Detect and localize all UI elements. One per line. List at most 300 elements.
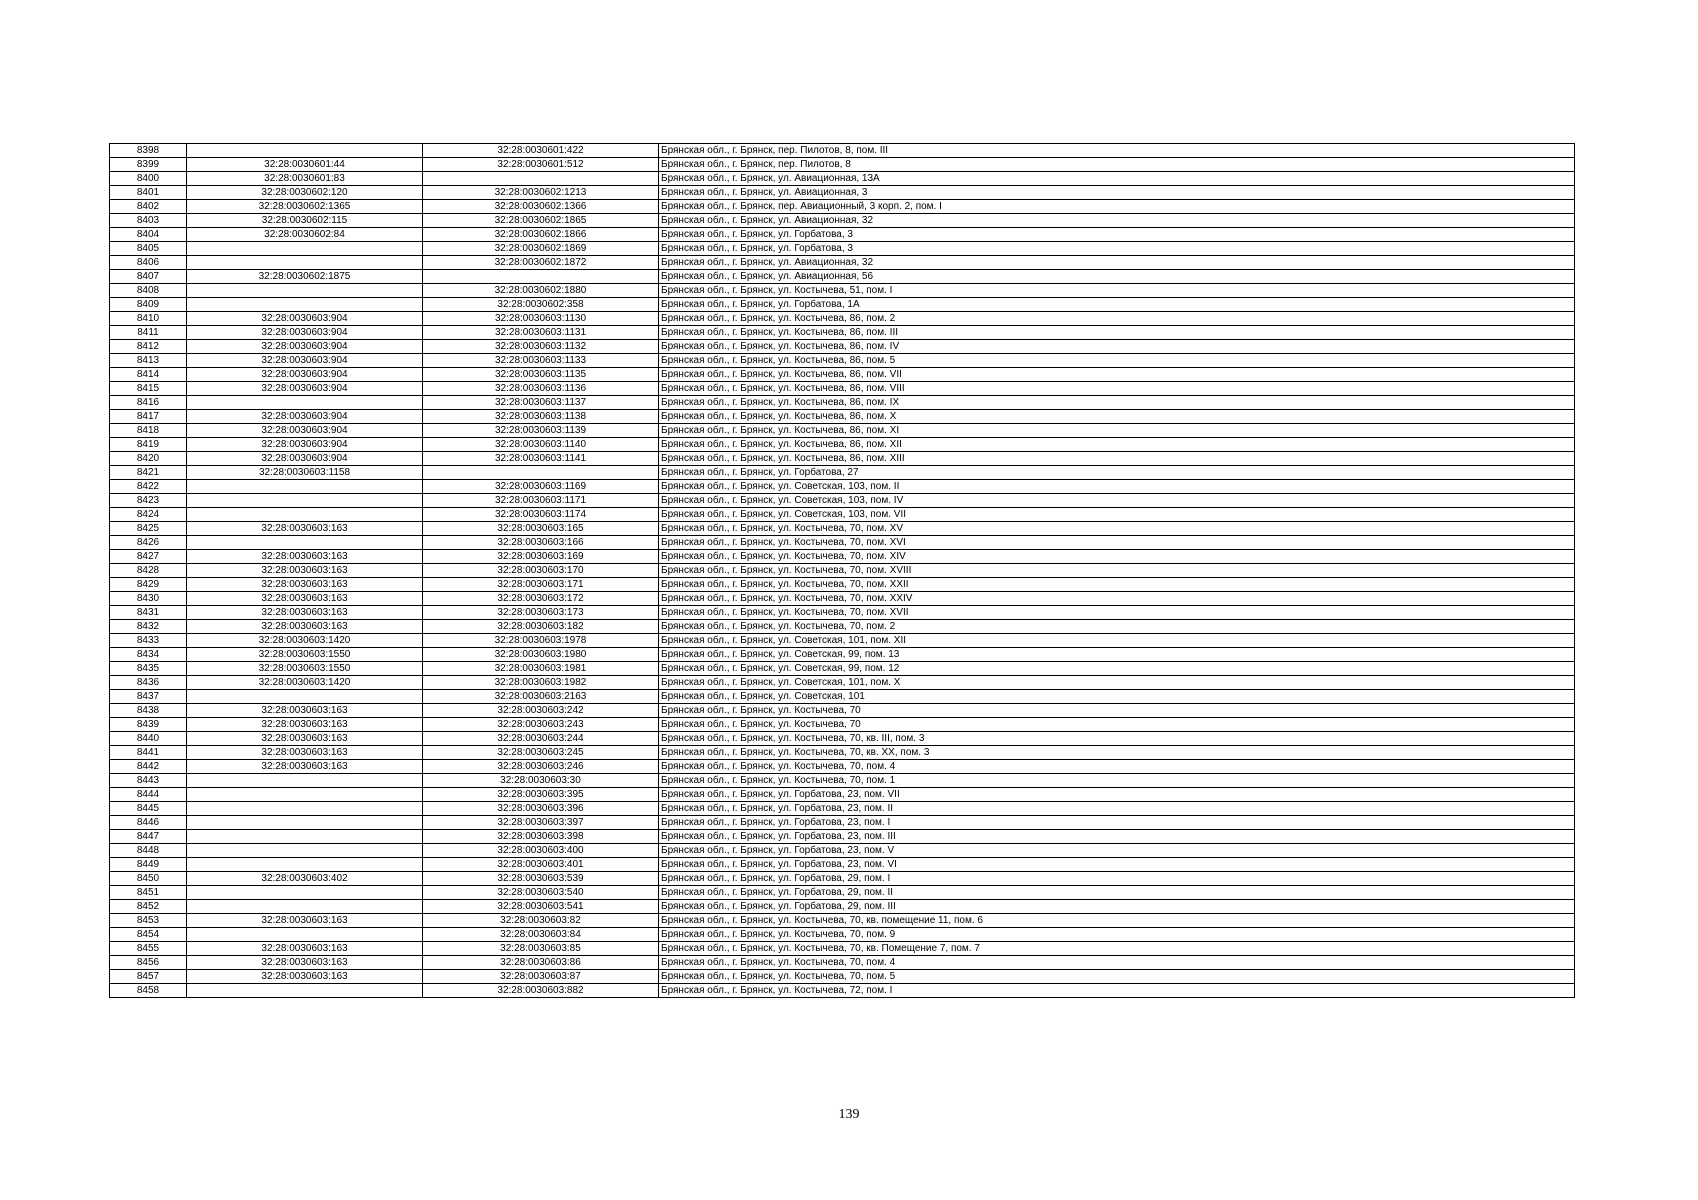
row-number-cell: 8400: [110, 172, 187, 186]
parent-cadastral-number-cell: 32:28:0030603:1420: [187, 676, 423, 690]
table-row: [110, 774, 1575, 788]
cadastral-number-cell: 32:28:0030603:401: [423, 858, 659, 872]
address-cell: Брянская обл., г. Брянск, ул. Костычева, 70, пом. XVIII: [659, 564, 1575, 578]
cadastral-number-cell: 32:28:0030601:512: [423, 158, 659, 172]
table-row: [110, 200, 1575, 214]
cadastral-number-cell: 32:28:0030603:396: [423, 802, 659, 816]
row-number-cell: 8407: [110, 270, 187, 284]
parent-cadastral-number-cell: 32:28:0030603:904: [187, 452, 423, 466]
address-cell: Брянская обл., г. Брянск, ул. Советская, 103, пом. VII: [659, 508, 1575, 522]
address-cell: Брянская обл., г. Брянск, ул. Костычева, 70, пом. XXIV: [659, 592, 1575, 606]
row-number-cell: 8409: [110, 298, 187, 312]
address-cell: Брянская обл., г. Брянск, ул. Костычева, 86, пом. XII: [659, 438, 1575, 452]
parent-cadastral-number-cell: 32:28:0030603:904: [187, 354, 423, 368]
cadastral-number-cell: 32:28:0030603:882: [423, 984, 659, 998]
row-number-cell: 8428: [110, 564, 187, 578]
parent-cadastral-number-cell: 32:28:0030603:163: [187, 522, 423, 536]
cadastral-number-cell: 32:28:0030603:182: [423, 620, 659, 634]
table-row: [110, 858, 1575, 872]
table-row: [110, 144, 1575, 158]
address-cell: Брянская обл., г. Брянск, ул. Костычева, 70, пом. XXII: [659, 578, 1575, 592]
cadastral-number-cell: 32:28:0030603:1137: [423, 396, 659, 410]
cadastral-number-cell: 32:28:0030602:1880: [423, 284, 659, 298]
parent-cadastral-number-cell: [187, 928, 423, 942]
parent-cadastral-number-cell: 32:28:0030603:163: [187, 606, 423, 620]
parent-cadastral-number-cell: 32:28:0030603:163: [187, 746, 423, 760]
cadastral-number-cell: 32:28:0030603:86: [423, 956, 659, 970]
address-cell: Брянская обл., г. Брянск, ул. Костычева, 86, пом. IV: [659, 340, 1575, 354]
cadastral-number-cell: 32:28:0030602:1213: [423, 186, 659, 200]
parent-cadastral-number-cell: [187, 844, 423, 858]
table-row: [110, 354, 1575, 368]
address-cell: Брянская обл., г. Брянск, ул. Костычева, 72, пом. I: [659, 984, 1575, 998]
table-row: [110, 746, 1575, 760]
row-number-cell: 8426: [110, 536, 187, 550]
table-row: [110, 970, 1575, 984]
parent-cadastral-number-cell: 32:28:0030602:115: [187, 214, 423, 228]
row-number-cell: 8412: [110, 340, 187, 354]
parent-cadastral-number-cell: 32:28:0030603:904: [187, 368, 423, 382]
cadastral-number-cell: 32:28:0030603:400: [423, 844, 659, 858]
parent-cadastral-number-cell: 32:28:0030603:163: [187, 760, 423, 774]
table-row: [110, 284, 1575, 298]
cadastral-number-cell: 32:28:0030603:166: [423, 536, 659, 550]
row-number-cell: 8420: [110, 452, 187, 466]
row-number-cell: 8405: [110, 242, 187, 256]
cadastral-number-cell: 32:28:0030603:87: [423, 970, 659, 984]
row-number-cell: 8399: [110, 158, 187, 172]
row-number-cell: 8434: [110, 648, 187, 662]
cadastral-number-cell: 32:28:0030602:1865: [423, 214, 659, 228]
parent-cadastral-number-cell: [187, 830, 423, 844]
table-row: [110, 242, 1575, 256]
table-row: [110, 312, 1575, 326]
table-row: [110, 872, 1575, 886]
address-cell: Брянская обл., г. Брянск, ул. Костычева, 70, пом. XIV: [659, 550, 1575, 564]
address-cell: Брянская обл., г. Брянск, ул. Авиационная, 32: [659, 256, 1575, 270]
address-cell: Брянская обл., г. Брянск, ул. Костычева, 70, кв. Помещение 7, пом. 7: [659, 942, 1575, 956]
row-number-cell: 8454: [110, 928, 187, 942]
row-number-cell: 8406: [110, 256, 187, 270]
row-number-cell: 8450: [110, 872, 187, 886]
cadastral-number-cell: 32:28:0030603:395: [423, 788, 659, 802]
cadastral-number-cell: 32:28:0030603:85: [423, 942, 659, 956]
table-row: [110, 256, 1575, 270]
cadastral-number-cell: [423, 466, 659, 480]
parent-cadastral-number-cell: 32:28:0030603:904: [187, 382, 423, 396]
row-number-cell: 8457: [110, 970, 187, 984]
row-number-cell: 8436: [110, 676, 187, 690]
row-number-cell: 8437: [110, 690, 187, 704]
address-cell: Брянская обл., г. Брянск, ул. Авиационная, 13А: [659, 172, 1575, 186]
table-row: [110, 760, 1575, 774]
row-number-cell: 8438: [110, 704, 187, 718]
table-row: [110, 984, 1575, 998]
parent-cadastral-number-cell: [187, 242, 423, 256]
address-cell: Брянская обл., г. Брянск, ул. Костычева, 70, пом. XVII: [659, 606, 1575, 620]
address-cell: Брянская обл., г. Брянск, ул. Горбатова, 1А: [659, 298, 1575, 312]
address-cell: Брянская обл., г. Брянск, ул. Костычева, 70, пом. 4: [659, 956, 1575, 970]
row-number-cell: 8398: [110, 144, 187, 158]
address-cell: Брянская обл., г. Брянск, ул. Горбатова, 29, пом. I: [659, 872, 1575, 886]
table-row: [110, 564, 1575, 578]
cadastral-number-cell: 32:28:0030602:1869: [423, 242, 659, 256]
row-number-cell: 8444: [110, 788, 187, 802]
cadastral-number-cell: 32:28:0030603:243: [423, 718, 659, 732]
parent-cadastral-number-cell: [187, 536, 423, 550]
table-row: [110, 396, 1575, 410]
parent-cadastral-number-cell: [187, 788, 423, 802]
table-row: [110, 648, 1575, 662]
cadastral-number-cell: 32:28:0030603:2163: [423, 690, 659, 704]
registry-table-body: [110, 144, 1575, 998]
cadastral-number-cell: 32:28:0030603:165: [423, 522, 659, 536]
table-row: [110, 928, 1575, 942]
cadastral-number-cell: 32:28:0030603:1978: [423, 634, 659, 648]
cadastral-number-cell: 32:28:0030603:398: [423, 830, 659, 844]
parent-cadastral-number-cell: 32:28:0030603:163: [187, 718, 423, 732]
cadastral-number-cell: 32:28:0030602:1366: [423, 200, 659, 214]
address-cell: Брянская обл., г. Брянск, ул. Костычева, 86, пом. VIII: [659, 382, 1575, 396]
row-number-cell: 8455: [110, 942, 187, 956]
cadastral-number-cell: 32:28:0030603:173: [423, 606, 659, 620]
row-number-cell: 8419: [110, 438, 187, 452]
table-row: [110, 438, 1575, 452]
row-number-cell: 8451: [110, 886, 187, 900]
cadastral-number-cell: 32:28:0030603:84: [423, 928, 659, 942]
row-number-cell: 8413: [110, 354, 187, 368]
cadastral-number-cell: 32:28:0030603:1174: [423, 508, 659, 522]
cadastral-number-cell: 32:28:0030603:1139: [423, 424, 659, 438]
address-cell: Брянская обл., г. Брянск, ул. Костычева, 86, пом. VII: [659, 368, 1575, 382]
row-number-cell: 8411: [110, 326, 187, 340]
cadastral-number-cell: 32:28:0030603:1171: [423, 494, 659, 508]
row-number-cell: 8449: [110, 858, 187, 872]
parent-cadastral-number-cell: 32:28:0030603:163: [187, 704, 423, 718]
address-cell: Брянская обл., г. Брянск, ул. Костычева, 70, пом. 9: [659, 928, 1575, 942]
parent-cadastral-number-cell: [187, 984, 423, 998]
cadastral-number-cell: 32:28:0030603:242: [423, 704, 659, 718]
row-number-cell: 8415: [110, 382, 187, 396]
address-cell: Брянская обл., г. Брянск, ул. Горбатова, 29, пом. II: [659, 886, 1575, 900]
address-cell: Брянская обл., г. Брянск, ул. Костычева, 70, пом. XVI: [659, 536, 1575, 550]
address-cell: Брянская обл., г. Брянск, ул. Горбатова, 23, пом. I: [659, 816, 1575, 830]
parent-cadastral-number-cell: 32:28:0030603:163: [187, 578, 423, 592]
table-row: [110, 410, 1575, 424]
row-number-cell: 8435: [110, 662, 187, 676]
parent-cadastral-number-cell: [187, 508, 423, 522]
address-cell: Брянская обл., г. Брянск, ул. Советская, 103, пом. II: [659, 480, 1575, 494]
address-cell: Брянская обл., г. Брянск, ул. Советская, 101, пом. X: [659, 676, 1575, 690]
table-row: [110, 270, 1575, 284]
cadastral-number-cell: 32:28:0030601:422: [423, 144, 659, 158]
row-number-cell: 8456: [110, 956, 187, 970]
parent-cadastral-number-cell: 32:28:0030603:904: [187, 326, 423, 340]
parent-cadastral-number-cell: 32:28:0030601:44: [187, 158, 423, 172]
address-cell: Брянская обл., г. Брянск, ул. Костычева, 86, пом. XIII: [659, 452, 1575, 466]
cadastral-number-cell: 32:28:0030603:1140: [423, 438, 659, 452]
parent-cadastral-number-cell: [187, 298, 423, 312]
table-row: [110, 690, 1575, 704]
table-row: [110, 942, 1575, 956]
table-row: [110, 480, 1575, 494]
address-cell: Брянская обл., г. Брянск, пер. Пилотов, 8: [659, 158, 1575, 172]
address-cell: Брянская обл., г. Брянск, ул. Авиационная, 3: [659, 186, 1575, 200]
row-number-cell: 8433: [110, 634, 187, 648]
parent-cadastral-number-cell: [187, 900, 423, 914]
address-cell: Брянская обл., г. Брянск, ул. Костычева, 70, пом. 2: [659, 620, 1575, 634]
parent-cadastral-number-cell: 32:28:0030602:120: [187, 186, 423, 200]
row-number-cell: 8439: [110, 718, 187, 732]
parent-cadastral-number-cell: 32:28:0030601:83: [187, 172, 423, 186]
table-row: [110, 550, 1575, 564]
parent-cadastral-number-cell: [187, 802, 423, 816]
row-number-cell: 8424: [110, 508, 187, 522]
address-cell: Брянская обл., г. Брянск, ул. Советская, 101, пом. XII: [659, 634, 1575, 648]
cadastral-number-cell: 32:28:0030603:245: [423, 746, 659, 760]
table-row: [110, 676, 1575, 690]
parent-cadastral-number-cell: [187, 690, 423, 704]
cadastral-number-cell: 32:28:0030603:1130: [423, 312, 659, 326]
parent-cadastral-number-cell: [187, 858, 423, 872]
parent-cadastral-number-cell: 32:28:0030603:1550: [187, 662, 423, 676]
cadastral-number-cell: 32:28:0030603:1135: [423, 368, 659, 382]
address-cell: Брянская обл., г. Брянск, ул. Костычева, 70, кв. III, пом. 3: [659, 732, 1575, 746]
row-number-cell: 8430: [110, 592, 187, 606]
address-cell: Брянская обл., г. Брянск, пер. Авиационный, 3 корп. 2, пом. I: [659, 200, 1575, 214]
address-cell: Брянская обл., г. Брянск, ул. Костычева, 70, кв. помещение 11, пом. 6: [659, 914, 1575, 928]
table-row: [110, 466, 1575, 480]
address-cell: Брянская обл., г. Брянск, ул. Авиационная, 56: [659, 270, 1575, 284]
address-cell: Брянская обл., г. Брянск, ул. Костычева, 70, пом. XV: [659, 522, 1575, 536]
row-number-cell: 8421: [110, 466, 187, 480]
address-cell: Брянская обл., г. Брянск, ул. Горбатова, 23, пом. V: [659, 844, 1575, 858]
parent-cadastral-number-cell: [187, 816, 423, 830]
table-row: [110, 662, 1575, 676]
parent-cadastral-number-cell: 32:28:0030603:904: [187, 424, 423, 438]
row-number-cell: 8443: [110, 774, 187, 788]
row-number-cell: 8403: [110, 214, 187, 228]
parent-cadastral-number-cell: 32:28:0030603:163: [187, 592, 423, 606]
row-number-cell: 8442: [110, 760, 187, 774]
row-number-cell: 8429: [110, 578, 187, 592]
table-row: [110, 788, 1575, 802]
cadastral-number-cell: 32:28:0030603:244: [423, 732, 659, 746]
row-number-cell: 8445: [110, 802, 187, 816]
cadastral-number-cell: 32:28:0030603:171: [423, 578, 659, 592]
parent-cadastral-number-cell: 32:28:0030603:1550: [187, 648, 423, 662]
registry-table: [109, 143, 1575, 998]
cadastral-number-cell: [423, 270, 659, 284]
address-cell: Брянская обл., г. Брянск, ул. Советская, 101: [659, 690, 1575, 704]
table-row: [110, 522, 1575, 536]
row-number-cell: 8427: [110, 550, 187, 564]
row-number-cell: 8425: [110, 522, 187, 536]
table-row: [110, 844, 1575, 858]
address-cell: Брянская обл., г. Брянск, ул. Советская, 99, пом. 12: [659, 662, 1575, 676]
parent-cadastral-number-cell: 32:28:0030603:904: [187, 312, 423, 326]
cadastral-number-cell: 32:28:0030603:540: [423, 886, 659, 900]
cadastral-number-cell: 32:28:0030602:1872: [423, 256, 659, 270]
address-cell: Брянская обл., г. Брянск, ул. Горбатова, 23, пом. VII: [659, 788, 1575, 802]
table-row: [110, 900, 1575, 914]
table-row: [110, 704, 1575, 718]
table-row: [110, 172, 1575, 186]
row-number-cell: 8458: [110, 984, 187, 998]
cadastral-number-cell: [423, 172, 659, 186]
row-number-cell: 8453: [110, 914, 187, 928]
table-row: [110, 592, 1575, 606]
table-row: [110, 368, 1575, 382]
cadastral-number-cell: 32:28:0030603:1132: [423, 340, 659, 354]
parent-cadastral-number-cell: 32:28:0030603:163: [187, 970, 423, 984]
parent-cadastral-number-cell: 32:28:0030603:904: [187, 340, 423, 354]
row-number-cell: 8416: [110, 396, 187, 410]
parent-cadastral-number-cell: 32:28:0030603:904: [187, 438, 423, 452]
parent-cadastral-number-cell: 32:28:0030603:163: [187, 956, 423, 970]
address-cell: Брянская обл., г. Брянск, ул. Горбатова, 3: [659, 242, 1575, 256]
address-cell: Брянская обл., г. Брянск, ул. Советская, 103, пом. IV: [659, 494, 1575, 508]
table-row: [110, 620, 1575, 634]
address-cell: Брянская обл., г. Брянск, ул. Костычева, 70, кв. XX, пом. 3: [659, 746, 1575, 760]
cadastral-number-cell: 32:28:0030603:172: [423, 592, 659, 606]
cadastral-number-cell: 32:28:0030603:1982: [423, 676, 659, 690]
row-number-cell: 8401: [110, 186, 187, 200]
row-number-cell: 8404: [110, 228, 187, 242]
row-number-cell: 8440: [110, 732, 187, 746]
table-row: [110, 578, 1575, 592]
address-cell: Брянская обл., г. Брянск, ул. Костычева, 51, пом. I: [659, 284, 1575, 298]
cadastral-number-cell: 32:28:0030603:169: [423, 550, 659, 564]
table-row: [110, 452, 1575, 466]
row-number-cell: 8452: [110, 900, 187, 914]
address-cell: Брянская обл., г. Брянск, ул. Советская, 99, пом. 13: [659, 648, 1575, 662]
table-row: [110, 494, 1575, 508]
address-cell: Брянская обл., г. Брянск, ул. Костычева, 70: [659, 718, 1575, 732]
table-row: [110, 718, 1575, 732]
cadastral-number-cell: 32:28:0030603:1981: [423, 662, 659, 676]
row-number-cell: 8448: [110, 844, 187, 858]
table-row: [110, 606, 1575, 620]
row-number-cell: 8408: [110, 284, 187, 298]
cadastral-number-cell: 32:28:0030603:170: [423, 564, 659, 578]
cadastral-number-cell: 32:28:0030603:1131: [423, 326, 659, 340]
cadastral-number-cell: 32:28:0030603:1133: [423, 354, 659, 368]
table-row: [110, 298, 1575, 312]
row-number-cell: 8446: [110, 816, 187, 830]
parent-cadastral-number-cell: 32:28:0030603:163: [187, 914, 423, 928]
cadastral-number-cell: 32:28:0030603:246: [423, 760, 659, 774]
address-cell: Брянская обл., г. Брянск, ул. Костычева, 70, пом. 5: [659, 970, 1575, 984]
table-row: [110, 424, 1575, 438]
cadastral-number-cell: 32:28:0030602:358: [423, 298, 659, 312]
table-row: [110, 326, 1575, 340]
cadastral-number-cell: 32:28:0030603:30: [423, 774, 659, 788]
address-cell: Брянская обл., г. Брянск, ул. Авиационная, 32: [659, 214, 1575, 228]
row-number-cell: 8441: [110, 746, 187, 760]
parent-cadastral-number-cell: 32:28:0030603:904: [187, 410, 423, 424]
row-number-cell: 8431: [110, 606, 187, 620]
address-cell: Брянская обл., г. Брянск, ул. Костычева, 86, пом. III: [659, 326, 1575, 340]
cadastral-number-cell: 32:28:0030603:1136: [423, 382, 659, 396]
table-row: [110, 186, 1575, 200]
table-row: [110, 914, 1575, 928]
row-number-cell: 8423: [110, 494, 187, 508]
address-cell: Брянская обл., г. Брянск, ул. Горбатова, 27: [659, 466, 1575, 480]
table-row: [110, 382, 1575, 396]
parent-cadastral-number-cell: 32:28:0030603:163: [187, 942, 423, 956]
cadastral-number-cell: 32:28:0030603:82: [423, 914, 659, 928]
row-number-cell: 8402: [110, 200, 187, 214]
parent-cadastral-number-cell: 32:28:0030602:1875: [187, 270, 423, 284]
table-row: [110, 214, 1575, 228]
address-cell: Брянская обл., г. Брянск, ул. Горбатова, 29, пом. III: [659, 900, 1575, 914]
row-number-cell: 8432: [110, 620, 187, 634]
address-cell: Брянская обл., г. Брянск, ул. Горбатова, 3: [659, 228, 1575, 242]
table-row: [110, 536, 1575, 550]
table-row: [110, 802, 1575, 816]
parent-cadastral-number-cell: 32:28:0030602:84: [187, 228, 423, 242]
row-number-cell: 8410: [110, 312, 187, 326]
parent-cadastral-number-cell: [187, 396, 423, 410]
table-row: [110, 732, 1575, 746]
row-number-cell: 8447: [110, 830, 187, 844]
address-cell: Брянская обл., г. Брянск, ул. Костычева, 70, пом. 4: [659, 760, 1575, 774]
table-row: [110, 886, 1575, 900]
address-cell: Брянская обл., г. Брянск, ул. Горбатова, 23, пом. III: [659, 830, 1575, 844]
cadastral-number-cell: 32:28:0030602:1866: [423, 228, 659, 242]
table-row: [110, 340, 1575, 354]
table-row: [110, 956, 1575, 970]
table-row: [110, 816, 1575, 830]
parent-cadastral-number-cell: 32:28:0030603:163: [187, 620, 423, 634]
row-number-cell: 8417: [110, 410, 187, 424]
table-row: [110, 634, 1575, 648]
parent-cadastral-number-cell: 32:28:0030603:1158: [187, 466, 423, 480]
address-cell: Брянская обл., г. Брянск, пер. Пилотов, 8, пом. III: [659, 144, 1575, 158]
parent-cadastral-number-cell: [187, 144, 423, 158]
page-number: 139: [838, 1107, 860, 1122]
address-cell: Брянская обл., г. Брянск, ул. Костычева, 86, пом. XI: [659, 424, 1575, 438]
parent-cadastral-number-cell: [187, 774, 423, 788]
parent-cadastral-number-cell: 32:28:0030602:1365: [187, 200, 423, 214]
parent-cadastral-number-cell: [187, 284, 423, 298]
address-cell: Брянская обл., г. Брянск, ул. Горбатова, 23, пом. VI: [659, 858, 1575, 872]
parent-cadastral-number-cell: [187, 494, 423, 508]
table-row: [110, 158, 1575, 172]
address-cell: Брянская обл., г. Брянск, ул. Костычева, 86, пом. 2: [659, 312, 1575, 326]
cadastral-number-cell: 32:28:0030603:1141: [423, 452, 659, 466]
cadastral-number-cell: 32:28:0030603:539: [423, 872, 659, 886]
parent-cadastral-number-cell: [187, 886, 423, 900]
table-row: [110, 508, 1575, 522]
cadastral-number-cell: 32:28:0030603:1138: [423, 410, 659, 424]
address-cell: Брянская обл., г. Брянск, ул. Костычева, 70: [659, 704, 1575, 718]
row-number-cell: 8418: [110, 424, 187, 438]
cadastral-number-cell: 32:28:0030603:541: [423, 900, 659, 914]
parent-cadastral-number-cell: 32:28:0030603:163: [187, 550, 423, 564]
address-cell: Брянская обл., г. Брянск, ул. Костычева, 86, пом. 5: [659, 354, 1575, 368]
parent-cadastral-number-cell: [187, 480, 423, 494]
address-cell: Брянская обл., г. Брянск, ул. Костычева, 86, пом. X: [659, 410, 1575, 424]
parent-cadastral-number-cell: [187, 256, 423, 270]
row-number-cell: 8422: [110, 480, 187, 494]
cadastral-number-cell: 32:28:0030603:1169: [423, 480, 659, 494]
address-cell: Брянская обл., г. Брянск, ул. Горбатова, 23, пом. II: [659, 802, 1575, 816]
row-number-cell: 8414: [110, 368, 187, 382]
parent-cadastral-number-cell: 32:28:0030603:402: [187, 872, 423, 886]
parent-cadastral-number-cell: 32:28:0030603:163: [187, 732, 423, 746]
